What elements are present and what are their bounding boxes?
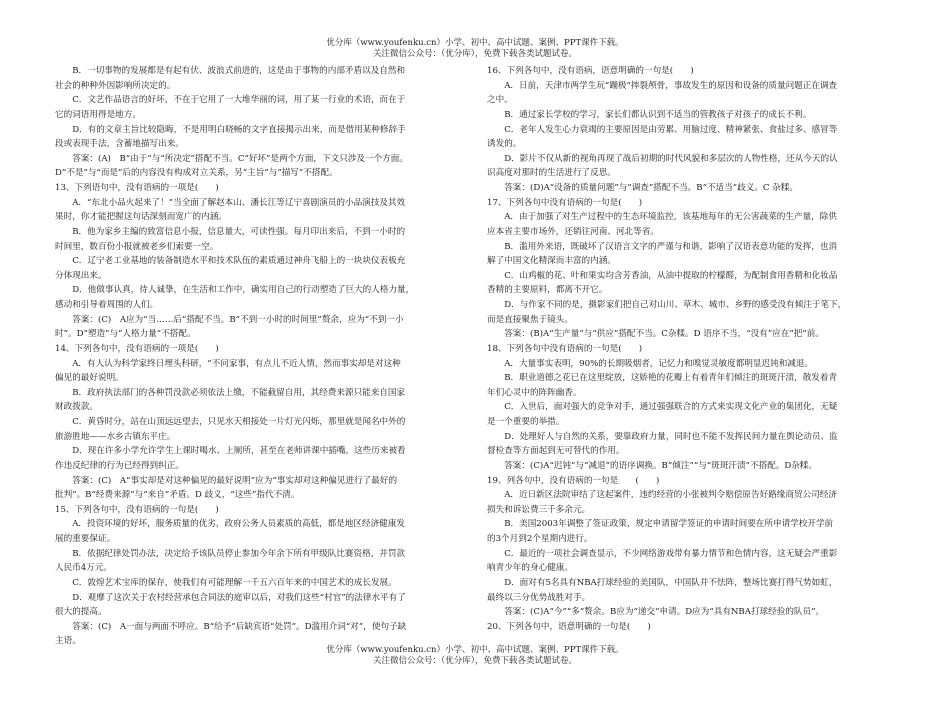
text-line: 答案：(C)A“迟钝”与“减退”的语序调换。B“倾注”“与“斑斑汗渍”不搭配。D杂糅。 [504,460,818,471]
text-line: B．职业道德之花已在这里绽放，这娇艳的花瓣上有着青年们倾注的斑斑汗渍，散发着青 [504,373,838,384]
text-line: 督检查等方面起到无可替代的作用。 [487,446,625,457]
text-line: 社会的种种外因影响所决定的。 [55,80,176,91]
text-line: 答案：(C)A“今”“多”赘余。B应为“递交”申请。D应为“具有NBA打球经验的队员”。 [504,607,825,618]
text-line: 之中。 [487,95,513,106]
text-line: 作违反纪律的行为已经得到纠正。 [55,460,184,471]
text-line: B．美国2003年调整了签证政策，规定申请留学签证的申请时间要在所申请学校开学前 [504,519,834,530]
text-line: 识高度对那时的生活进行了反思。 [487,168,616,179]
text-line: B．滥用外来语，既破坏了汉语言文字的严谨与和谐，影响了汉语表意功能的发挥，也消 [504,241,838,252]
text-line: C．最近的一项社会调查显示，不少网络游戏带有暴力情节和色情内容，这无疑会严重影 [504,548,838,559]
text-line: C．入世后，面对强大的竞争对手，通过强强联合的方式来实现文化产业的集团化，无疑 [504,402,838,413]
header-line-1: 优分库（www.youfenku.cn）小学、初中、高中试题、案例、PPT课件下载。 [326,38,624,48]
text-line: 17、下列各句中没有语病的一句是( ) [487,197,643,208]
text-line: 答案：(D)A“设备的质量问题”与“调查”搭配不当。B“不适当”歧义。C 杂糅。 [504,183,799,193]
text-line: B．他为家乡主编的致富信息小报，信息量大，可读性强。每月印出来后，不到一小时的 [72,226,406,237]
text-line: 15、下列各句中，没有语病的一句是( ) [55,504,219,515]
text-line: 最终以三分优势战胜对手。 [487,592,591,603]
text-line: 13、下列语句中，没有语病的一项是( ) [55,183,219,193]
text-line: C．敦煌艺术宝库的保存，使我们有可能理解一千五六百年来的中国艺术的成长发展。 [72,577,397,588]
text-line: 答案：(B)A“生产量”与“供应”搭配不当。C杂糅。D 语序不当，“没有”应在“把”前。 [504,329,824,340]
text-line: 解了中国文化精深而丰富的内涵。 [487,256,616,267]
header-line-2: 关注微信公众号：（优分库），免费下载各类试题试卷。 [372,48,577,59]
text-line: A．“东北小品火起来了！”当全面了解赵本山、潘长江等辽宁喜剧演员的小品演技及其效 [72,197,406,208]
text-line: 时间里，数百份小报就被老乡们索要一空。 [55,241,219,252]
text-line: 展的重要保证。 [55,534,116,544]
footer-line-2: 关注微信公众号：（优分库），免费下载各类试题试卷。 [372,655,577,666]
text-line: A．近日新区法院审结了这起案件，违约经营的小张被判令赔偿原告好路缘商贸公司经济 [504,490,837,501]
text-line: D．观摩了这次关于农村经营承包合同法的庭审以后，对我们这些“村官”的法律水平有了 [72,592,406,603]
text-line: 主语。 [55,636,81,647]
text-line: 批判”。B“经费来源”与“来自”矛盾。D 歧义，“这些”指代不清。 [55,490,300,501]
text-line: C．老年人发生心力衰竭的主要原因是由劳累、用脑过度、精神紧张、食盐过多、感冒等 [504,124,838,135]
text-line: 损失和诉讼费三千多余元。 [487,504,591,515]
left-column [55,64,465,649]
text-line: D．面对有5名具有NBA打球经验的美国队，中国队并不怯阵，整场比赛打得气势如虹， [504,577,838,588]
text-line: 答案：(C) A“事实却是对这种偏见的最好说明”应为“事实却对这种偏见进行了最好的 [72,475,398,486]
text-line: 诱发的。 [487,139,522,150]
text-line: 年们心灵中的阵阵幽香。 [487,387,582,398]
text-line: 而是直接聚焦于镜头。 [487,314,573,325]
text-line: 答案：(C) A一面与两面不呼应。B“给予”后缺宾语“处罚”。D滥用介词“对”，使句子缺 [72,621,407,632]
text-line: C．黄昏时分，站在山顶远远望去，只见水天相接处一片灯光闪烁，那里就是闻名中外的 [72,417,406,427]
page-header [0,38,950,59]
text-line: 答案：(A) B“由于”与“所决定”搭配不当。C“好坏”是两个方面，下文只涉及一个方面。 [72,153,408,164]
text-line: D．现在许多小学允许学生上课时喝水、上厕所，甚至在老师讲课中插嘴，这些历来被看 [72,446,406,457]
text-line: D．有的文章主旨比较隐晦，不是用明白晓畅的文字直接揭示出来，而是借用某种修辞手 [72,124,406,135]
text-line: 18、下列各句中没有语病的一句是( ) [487,343,643,354]
text-line: C．文艺作品语言的好坏，不在于它用了一大堆华丽的词，用了某一行业的术语，而在于 [72,95,406,106]
text-line: A．有人认为科学家终日埋头科研，“不问家事，有点儿不近人情，然而事实却是对这种 [72,358,401,369]
text-line: D．与作家不同的是，摄影家们把自己对山川、草木、城市、乡野的感受没有倾注于笔下， [504,300,847,310]
text-line: 感动和引导着周围的人们。 [55,300,159,310]
text-line: 人民币4万元。 [55,563,113,574]
text-line: A．投资环境的好坏，服务质量的优劣，政府公务人员素质的高低，都是地区经济健康发 [72,519,405,530]
text-line: 时”。D“塑造”与“人格力量”不搭配。 [55,329,196,340]
text-line: D．处理好人与自然的关系，要靠政府力量，同时也不能不发挥民间力量在舆论动员、监 [504,431,838,442]
text-line: B．通过家长学校的学习，家长们都认识到不适当的管教孩子对孩子的成长不利。 [504,109,812,120]
text-line: 19、列各句中，没有语病的一句是 ( ) [487,475,660,486]
right-column [487,64,897,634]
text-line: D“不是”与“而是”后的内容没有构成对立关系，另“主旨”与“描写”不搭配。 [55,168,338,179]
text-line: 段或表现手法，含蓄地描写出来。 [55,139,184,150]
text-line: 偏见的最好说明。 [55,373,124,384]
text-line: B．政府执法部门的各种罚没款必须依法上缴，不能截留自用，其经费来源只能来自国家 [72,387,406,398]
text-line: 旅游胜地——水乡古镇东平庄。 [55,431,176,442]
text-line: D．影片不仅从新的视角再现了战后初期的时代风貌和多层次的人物性格，还从今天的认 [504,153,838,164]
text-line: 响青少年的身心健康。 [487,563,573,574]
text-line: 是一个重要的举措。 [487,417,565,427]
text-line: 20、下列各句中，语意明确的一句是( ) [487,621,651,632]
text-line: C．辽宁老工业基地的装备制造水平和技术队伍的素质通过神舟飞船上的一块块仪表板充 [72,256,406,267]
page-footer [0,645,950,666]
text-line: 应本省主要市场外，还销往河南、河北等省。 [487,226,659,237]
text-line: 16、下列各句中，没有语病，语意明确的一句是( ) [487,66,694,76]
text-line: 很大的提高。 [55,607,107,618]
text-line: D．他做事认真，待人诚挚，在生活和工作中，确实用自己的行动塑造了巨大的人格力量， [72,285,415,296]
text-line: C．山鸡椒的花、叶和果实均含芳香油，从油中提取的柠檬醛，为配制食用香精和化妆品 [504,270,838,281]
text-line: 14、下列各句中，没有语病的一项是( ) [55,343,219,354]
text-line: 财政拨款。 [55,402,98,413]
text-line: A．日前，天津市两学生玩“蹦极”摔裂颅骨，事故发生的原因和设备的质量问题正在调查 [504,80,838,91]
text-line: 果时，你才能把握这句话深刻而宽广的内涵。 [55,212,227,223]
text-line: 答案：(C) A应为“当……后”搭配不当。B“不到一小时的时间里”赘余，应为“不到一小 [72,314,404,325]
text-line: 香精的主要原料，都离不开它。 [487,285,608,296]
text-line: 分体现出来。 [55,270,107,281]
text-line: A．由于加强了对生产过程中的生态环境监控，该基地每年的无公害蔬菜的生产量，除供 [504,212,837,223]
footer-line-1: 优分库（www.youfenku.cn）小学、初中、高中试题、案例、PPT课件下载。 [326,645,624,655]
text-line: A．大量事实表明，90%的长期吸烟者，记忆力和嗅觉灵敏度都明显迟钝和减退。 [504,358,814,369]
text-line: 它的词语用得是地方。 [55,109,141,120]
text-line: 的3个月到2个星期内进行。 [487,534,593,544]
text-line: B．依据纪律处罚办法，决定给予该队员停止参加今年余下所有甲级队比赛资格，并罚款 [72,548,406,559]
text-line: B．一切事物的发展都是有起有伏、波浪式前进的，这是由于事物的内部矛盾以及自然和 [72,66,406,76]
